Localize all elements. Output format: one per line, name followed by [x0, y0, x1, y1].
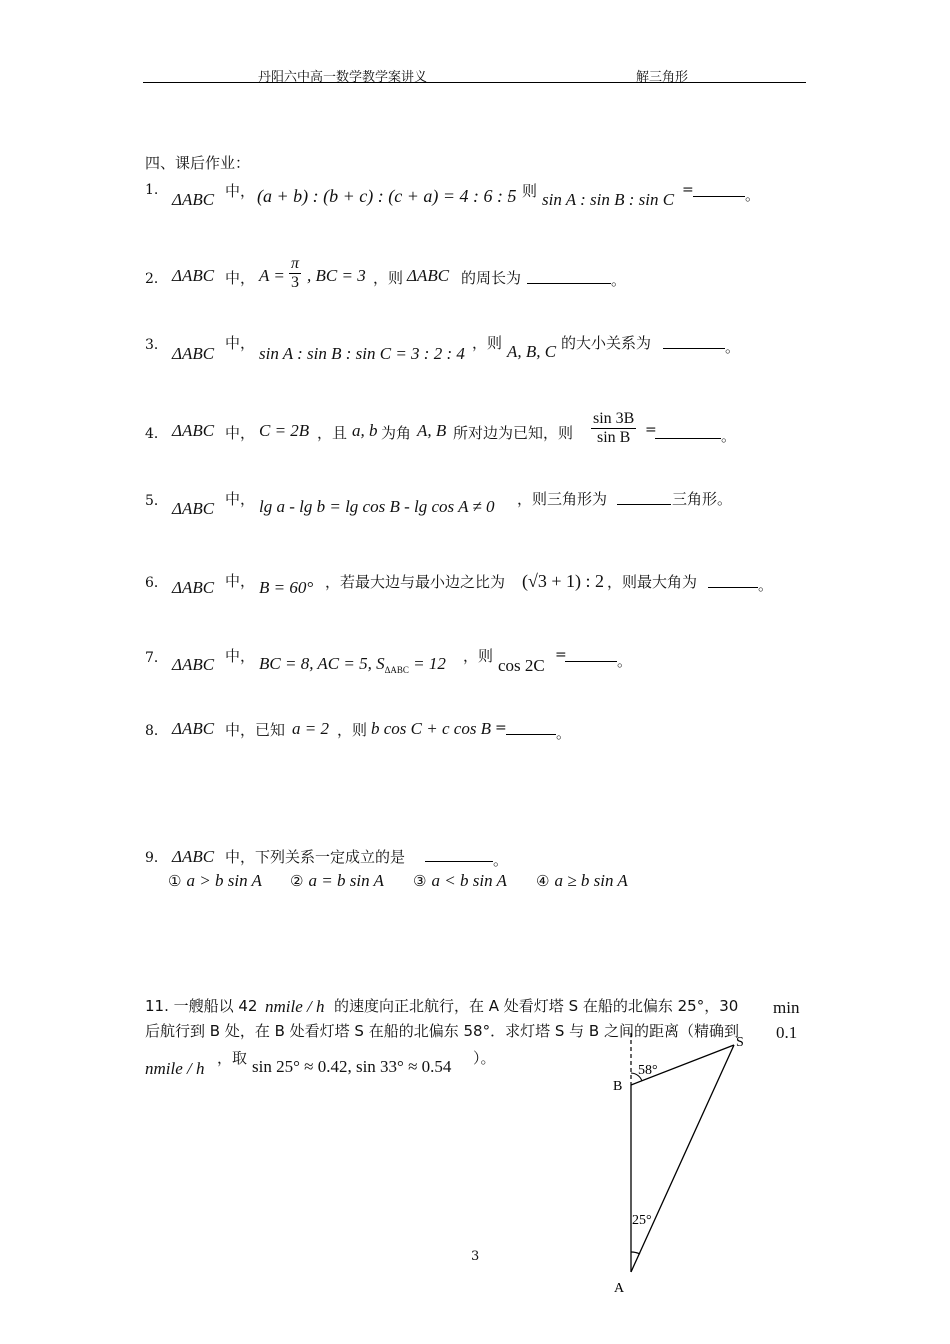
period: 。	[556, 724, 572, 742]
period: 。	[745, 186, 761, 204]
option-mark: ④	[536, 872, 550, 890]
text-ze: ，则	[463, 647, 494, 665]
option-mark: ③	[413, 872, 427, 890]
precision: 0.1	[776, 1023, 798, 1042]
text-zhong: 中，	[225, 182, 256, 200]
line2: 后航行到 B 处，在 B 处看灯塔 S 在船的北偏东 58°．求灯塔 S 与 B 之间的距离（精确到	[145, 1022, 739, 1040]
ratio-fraction	[591, 410, 636, 447]
denominator: 3	[291, 274, 299, 291]
triangle-type-text: ，则三角形为	[517, 490, 608, 508]
answer-blank[interactable]	[506, 720, 556, 735]
option-4[interactable]	[536, 871, 628, 891]
text-known: 所对边为已知，则	[453, 424, 574, 442]
period: 。	[758, 576, 774, 594]
problem-number: 1.	[145, 182, 159, 198]
equals: =	[495, 720, 507, 736]
problem-number: 7．	[145, 650, 168, 666]
text-zhong: 中，	[225, 269, 256, 287]
option-1[interactable]	[168, 871, 262, 891]
triangle-suffix: 三角形。	[672, 490, 733, 508]
period: 。	[617, 652, 633, 670]
period: 。	[721, 427, 737, 445]
relation-text: 的大小关系为	[561, 334, 652, 352]
variables: A, B, C	[507, 342, 557, 361]
text-zhong: 中，	[225, 334, 256, 352]
option-expr: a ≥ b sin A	[554, 871, 628, 890]
period: 。	[611, 271, 627, 289]
text-qie: ，且	[317, 424, 348, 442]
triangle-label: ΔABC	[172, 499, 215, 518]
header-rule	[143, 82, 806, 83]
option-expr: a = b sin A	[308, 871, 384, 890]
answer-blank[interactable]	[527, 269, 611, 284]
option-3[interactable]	[413, 871, 507, 891]
option-expr: a < b sin A	[431, 871, 507, 890]
speed-unit: nmile / h	[265, 997, 325, 1016]
triangle-label: ΔABC	[172, 655, 215, 674]
condition-main: BC = 8, AC = 5, S	[259, 654, 385, 673]
option-expr: a > b sin A	[186, 871, 262, 890]
page-number: 3	[471, 1249, 480, 1264]
triangle-label: ΔABC	[172, 344, 215, 363]
equals: =	[555, 647, 567, 663]
period: 。	[493, 851, 509, 869]
condition-area: = 12	[408, 654, 446, 673]
option-mark: ①	[168, 872, 182, 890]
problem-number: 6．	[145, 575, 168, 591]
label-S: S	[736, 1035, 744, 1050]
problem-number: 5．	[145, 493, 168, 509]
text-ze: ，则	[472, 334, 503, 352]
triangle-label: ΔABC	[172, 190, 215, 209]
perimeter-text: 的周长为	[461, 269, 522, 287]
take-text: ，取	[217, 1049, 248, 1067]
answer-blank[interactable]	[617, 490, 671, 505]
answer-blank[interactable]	[655, 424, 721, 439]
condition: C = 2B	[259, 421, 310, 440]
sides-ab: a, b	[352, 421, 378, 440]
text-ze: ，则	[337, 721, 368, 739]
answer-blank[interactable]	[663, 334, 725, 349]
condition: sin A : sin B : sin C = 3 : 2 : 4	[259, 344, 465, 363]
text-zhong: 中，	[225, 572, 256, 590]
header-right: 解三角形	[636, 70, 689, 85]
triangle-label-2: ΔABC	[407, 266, 450, 285]
triangle-label: ΔABC	[172, 719, 215, 738]
known-text: 中，已知	[225, 721, 286, 739]
numerator: π	[291, 255, 300, 272]
problem-number: 9．	[145, 850, 168, 866]
text-ze: ，则	[507, 182, 538, 200]
bc-eq: , BC = 3	[307, 266, 366, 285]
triangle-label: ΔABC	[172, 421, 215, 440]
period: 。	[725, 338, 741, 356]
answer-blank[interactable]	[708, 573, 758, 588]
line1-end: 的速度向正北航行，在 A 处看灯塔 S 在船的北偏东 25°，30	[334, 997, 739, 1015]
problem-number: 8．	[145, 723, 168, 739]
option-mark: ②	[290, 872, 304, 890]
minutes-unit: min	[773, 998, 800, 1017]
angle-label-25: 25°	[632, 1213, 652, 1228]
text-zhong: 中，	[225, 490, 256, 508]
angles-AB: A, B	[417, 421, 447, 440]
ratio: (√3 + 1) : 2	[522, 571, 605, 591]
problem-number: 3．	[145, 337, 168, 353]
condition	[259, 654, 446, 675]
closing-text: ）。	[473, 1049, 496, 1067]
expression: sin A : sin B : sin C	[542, 190, 675, 209]
answer-blank[interactable]	[425, 847, 493, 862]
text-zhong: 中，	[225, 647, 256, 665]
condition: lg a - lg b = lg cos B - lg cos A ≠ 0	[259, 497, 495, 516]
condition: B = 60°	[259, 578, 314, 597]
answer-blank[interactable]	[565, 647, 617, 662]
problem-number: 2．	[145, 271, 168, 287]
navigation-figure	[600, 1030, 770, 1300]
sine-values: sin 25° ≈ 0.42, sin 33° ≈ 0.54	[252, 1057, 452, 1076]
triangle-label: ΔABC	[172, 266, 215, 285]
text-weijiao: 为角	[381, 424, 412, 442]
expression: b cos C + c cos B	[371, 719, 492, 738]
angle-label-58: 58°	[638, 1063, 658, 1078]
option-2[interactable]	[290, 871, 384, 891]
expression: cos 2C	[498, 656, 545, 675]
question-text: 中，下列关系一定成立的是	[225, 848, 406, 866]
angle-A-eq: A =	[259, 266, 285, 285]
text-zhong: 中，	[225, 424, 256, 442]
precision-unit: nmile / h	[145, 1059, 205, 1078]
problem-number: 4．	[145, 426, 168, 442]
pi-over-3	[289, 255, 301, 292]
line1-start: 11. 一艘船以 42	[145, 997, 258, 1015]
numerator: sin 3B	[593, 410, 635, 427]
equals: =	[682, 182, 694, 198]
triangle-label: ΔABC	[172, 578, 215, 597]
label-B: B	[613, 1079, 623, 1094]
denominator: sin B	[597, 429, 631, 446]
condition: (a + b) : (b + c) : (c + a) = 4 : 6 : 5	[257, 186, 517, 206]
triangle-label: ΔABC	[172, 847, 215, 866]
answer-blank[interactable]	[693, 182, 745, 197]
ratio-text: ，若最大边与最小边之比为	[325, 573, 506, 591]
condition: a = 2	[292, 719, 329, 738]
equals: =	[645, 422, 657, 438]
label-A: A	[614, 1281, 625, 1296]
section-title: 四、课后作业：	[145, 154, 251, 172]
header-left: 丹阳六中高一数学教学案讲义	[258, 70, 428, 85]
max-angle-text: ，则最大角为	[607, 573, 698, 591]
text-ze: ，则	[373, 269, 404, 287]
area-subscript: ΔABC	[384, 665, 409, 675]
angle-arc-A	[631, 1252, 640, 1254]
